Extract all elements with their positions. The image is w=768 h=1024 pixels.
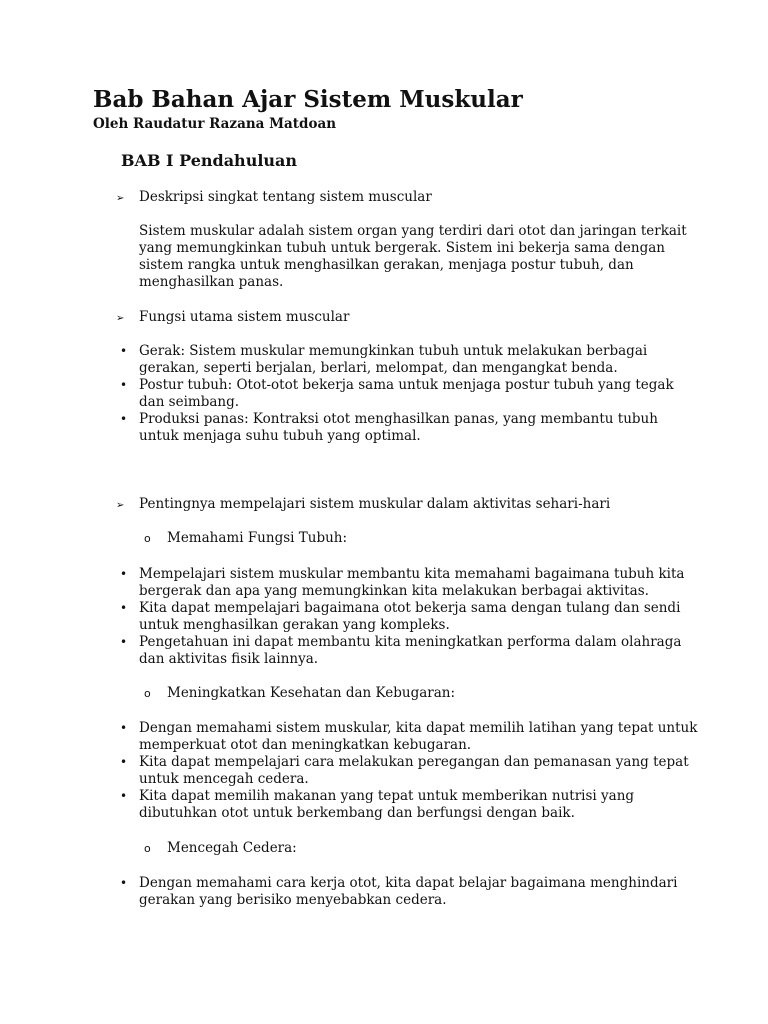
bullet-dot-icon: • — [120, 755, 128, 769]
list-item — [116, 720, 696, 754]
list-item — [116, 600, 696, 634]
list-item-line: dan seimbang. — [139, 394, 240, 410]
bullet-dot-icon: • — [120, 378, 128, 392]
circle-bullet-icon: o — [144, 687, 151, 700]
list-item-line: Kita dapat memilih makanan yang tepat untuk memberikan nutrisi yang — [139, 788, 635, 804]
bullet-dot-icon: • — [120, 789, 128, 803]
subheading-label: Mencegah Cedera: — [167, 840, 297, 856]
circle-bullet-icon: o — [144, 842, 151, 855]
list-item — [116, 343, 696, 377]
list-item-line: Gerak: Sistem muskular memungkinkan tubuh untuk melakukan berbagai — [139, 343, 648, 359]
bullet-dot-icon: • — [120, 876, 128, 890]
section-heading-description — [116, 189, 432, 207]
list-item-line: Pengetahuan ini dapat membantu kita meningkatkan performa dalam olahraga — [139, 634, 682, 650]
list-item-line: Dengan memahami cara kerja otot, kita dapat belajar bagaimana menghindari — [139, 875, 678, 891]
section-heading-importance — [116, 496, 610, 514]
list-item-line: bergerak dan apa yang memungkinkan kita melakukan berbagai aktivitas. — [139, 583, 649, 599]
paragraph-line: sistem rangka untuk menghasilkan gerakan, menjaga postur tubuh, dan — [139, 257, 634, 273]
paragraph-line: yang memungkinkan tubuh untuk bergerak. Sistem ini bekerja sama dengan — [139, 240, 665, 256]
list-item — [116, 377, 696, 411]
functions-list — [116, 343, 696, 445]
subheading-body-functions — [144, 530, 347, 547]
bullet-dot-icon: • — [120, 635, 128, 649]
list-item-line: gerakan, seperti berjalan, berlari, melompat, dan mengangkat benda. — [139, 360, 618, 376]
list-item-line: Kita dapat mempelajari bagaimana otot bekerja sama dengan tulang dan sendi — [139, 600, 681, 616]
list-item — [116, 875, 696, 909]
list-item-line: gerakan yang berisiko menyebabkan cedera. — [139, 892, 447, 908]
prevent-injury-list — [116, 875, 696, 909]
arrow-bullet-icon: ➢ — [116, 313, 125, 324]
list-item — [116, 411, 696, 445]
circle-bullet-icon: o — [144, 532, 151, 545]
list-item-line: memperkuat otot dan meningkatkan kebugaran. — [139, 737, 472, 753]
health-fitness-list — [116, 720, 696, 822]
list-item — [116, 754, 696, 788]
bullet-dot-icon: • — [120, 721, 128, 735]
section-heading-label: Deskripsi singkat tentang sistem muscular — [139, 189, 432, 205]
list-item-line: Produksi panas: Kontraksi otot menghasilkan panas, yang membantu tubuh — [139, 411, 658, 427]
bullet-dot-icon: • — [120, 412, 128, 426]
body-functions-list — [116, 566, 696, 668]
list-item-line: untuk menghasilkan gerakan yang kompleks. — [139, 617, 450, 633]
subheading-prevent-injury — [144, 840, 297, 857]
arrow-bullet-icon: ➢ — [116, 193, 125, 204]
list-item-line: Dengan memahami sistem muskular, kita dapat memilih latihan yang tepat untuk — [139, 720, 698, 736]
paragraph-line: Sistem muskular adalah sistem organ yang terdiri dari otot dan jaringan terkait — [139, 223, 687, 239]
list-item-line: untuk mencegah cedera. — [139, 771, 309, 787]
bullet-dot-icon: • — [120, 344, 128, 358]
arrow-bullet-icon: ➢ — [116, 500, 125, 511]
subheading-label: Memahami Fungsi Tubuh: — [167, 530, 348, 546]
chapter-heading: BAB I Pendahuluan — [121, 151, 298, 170]
document-title: Bab Bahan Ajar Sistem Muskular — [93, 86, 523, 113]
list-item — [116, 566, 696, 600]
list-item-line: Postur tubuh: Otot-otot bekerja sama untuk menjaga postur tubuh yang tegak — [139, 377, 674, 393]
list-item-line: untuk menjaga suhu tubuh yang optimal. — [139, 428, 421, 444]
description-paragraph — [139, 223, 687, 291]
subheading-label: Meningkatkan Kesehatan dan Kebugaran: — [167, 685, 456, 701]
list-item — [116, 788, 696, 822]
list-item-line: Mempelajari sistem muskular membantu kita memahami bagaimana tubuh kita — [139, 566, 685, 582]
section-heading-functions — [116, 309, 349, 327]
bullet-dot-icon: • — [120, 601, 128, 615]
bullet-dot-icon: • — [120, 567, 128, 581]
list-item-line: Kita dapat mempelajari cara melakukan peregangan dan pemanasan yang tepat — [139, 754, 689, 770]
section-heading-label: Pentingnya mempelajari sistem muskular dalam aktivitas sehari-hari — [139, 496, 611, 512]
list-item-line: dan aktivitas fisik lainnya. — [139, 651, 319, 667]
paragraph-line: menghasilkan panas. — [139, 274, 284, 290]
document-author: Oleh Raudatur Razana Matdoan — [93, 116, 337, 132]
list-item-line: dibutuhkan otot untuk berkembang dan berfungsi dengan baik. — [139, 805, 575, 821]
list-item — [116, 634, 696, 668]
subheading-health-fitness — [144, 685, 455, 702]
section-heading-label: Fungsi utama sistem muscular — [139, 309, 350, 325]
